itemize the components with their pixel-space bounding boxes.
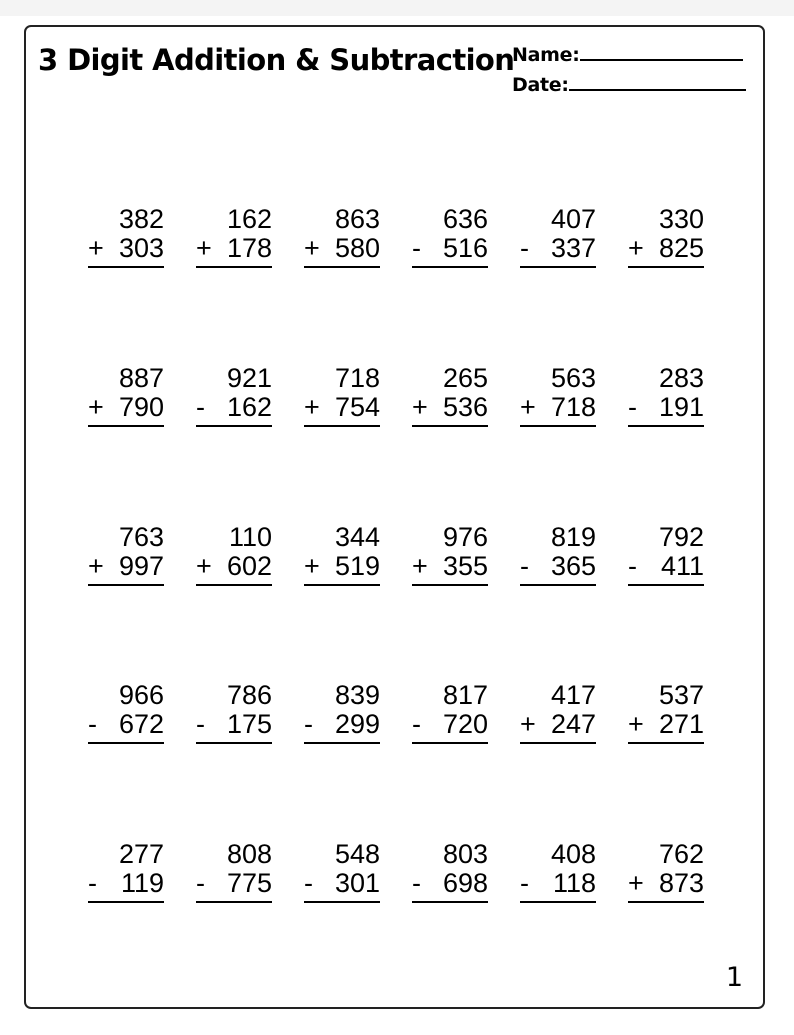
math-problem <box>520 681 596 744</box>
problem-second-line <box>520 710 596 739</box>
plus-sign: + <box>520 392 536 422</box>
problem-second-line <box>628 234 704 263</box>
answer-line <box>304 742 380 744</box>
problem-bottom-number: 299 <box>334 709 380 739</box>
math-problem <box>628 840 704 903</box>
problem-top-number: 330 <box>658 204 704 234</box>
problem-second-line <box>304 710 380 739</box>
answer-line <box>304 901 380 903</box>
problem-top-number: 417 <box>550 680 596 710</box>
math-problem <box>304 205 380 268</box>
problem-top-number: 344 <box>334 522 380 552</box>
math-problem <box>412 840 488 903</box>
math-problem <box>304 840 380 903</box>
answer-line <box>412 901 488 903</box>
math-problem <box>88 523 164 586</box>
problem-bottom-number: 516 <box>442 233 488 263</box>
answer-line <box>196 425 272 427</box>
problem-second-line <box>628 552 704 581</box>
problem-second-line <box>196 393 272 422</box>
minus-sign: - <box>628 392 637 422</box>
viewer-top-strip <box>0 0 794 16</box>
problem-bottom-number: 754 <box>334 392 380 422</box>
math-problem <box>196 681 272 744</box>
answer-line <box>520 742 596 744</box>
answer-line <box>520 584 596 586</box>
problem-bottom-number: 775 <box>226 868 272 898</box>
math-problem <box>88 840 164 903</box>
problem-bottom-number: 519 <box>334 551 380 581</box>
minus-sign: - <box>304 868 313 898</box>
plus-sign: + <box>88 233 104 263</box>
minus-sign: - <box>628 551 637 581</box>
problem-second-line <box>88 393 164 422</box>
minus-sign: - <box>520 233 529 263</box>
worksheet-page <box>24 25 765 1009</box>
math-problem <box>412 364 488 427</box>
problem-bottom-number: 580 <box>334 233 380 263</box>
plus-sign: + <box>520 709 536 739</box>
problem-second-line <box>196 869 272 898</box>
math-problem <box>628 205 704 268</box>
answer-line <box>88 584 164 586</box>
plus-sign: + <box>628 868 644 898</box>
problem-second-line <box>88 710 164 739</box>
math-problem <box>628 523 704 586</box>
problem-bottom-number: 271 <box>658 709 704 739</box>
problem-bottom-number: 873 <box>658 868 704 898</box>
problem-top-number: 718 <box>334 363 380 393</box>
problem-top-number: 277 <box>118 839 164 869</box>
problem-bottom-number: 602 <box>226 551 272 581</box>
problem-second-line <box>88 552 164 581</box>
math-problem <box>628 364 704 427</box>
answer-line <box>520 266 596 268</box>
math-problem <box>412 681 488 744</box>
answer-line <box>628 742 704 744</box>
problem-second-line <box>412 869 488 898</box>
minus-sign: - <box>304 709 313 739</box>
problem-top-number: 792 <box>658 522 704 552</box>
problem-bottom-number: 790 <box>118 392 164 422</box>
problem-second-line <box>304 234 380 263</box>
problem-top-number: 887 <box>118 363 164 393</box>
problem-second-line <box>88 234 164 263</box>
problem-bottom-number: 698 <box>442 868 488 898</box>
problem-second-line <box>88 869 164 898</box>
math-problem <box>520 523 596 586</box>
answer-line <box>628 901 704 903</box>
plus-sign: + <box>196 233 212 263</box>
problem-top-number: 808 <box>226 839 272 869</box>
problem-top-number: 162 <box>226 204 272 234</box>
answer-line <box>304 266 380 268</box>
problem-bottom-number: 997 <box>118 551 164 581</box>
math-problem <box>196 205 272 268</box>
problem-second-line <box>304 393 380 422</box>
math-problem <box>520 364 596 427</box>
answer-line <box>196 742 272 744</box>
problem-second-line <box>628 869 704 898</box>
problem-second-line <box>520 393 596 422</box>
problem-second-line <box>412 552 488 581</box>
page-number: 1 <box>725 962 743 993</box>
math-problem <box>196 364 272 427</box>
plus-sign: + <box>304 392 320 422</box>
problem-top-number: 786 <box>226 680 272 710</box>
problem-second-line <box>304 869 380 898</box>
answer-line <box>412 584 488 586</box>
problem-second-line <box>412 234 488 263</box>
math-problem <box>628 681 704 744</box>
problem-bottom-number: 718 <box>550 392 596 422</box>
minus-sign: - <box>412 709 421 739</box>
plus-sign: + <box>304 551 320 581</box>
problem-second-line <box>412 393 488 422</box>
problem-top-number: 548 <box>334 839 380 869</box>
minus-sign: - <box>88 709 97 739</box>
problem-bottom-number: 825 <box>658 233 704 263</box>
worksheet-title: 3 Digit Addition & Subtraction <box>38 43 515 77</box>
minus-sign: - <box>412 233 421 263</box>
math-problem <box>520 205 596 268</box>
answer-line <box>520 425 596 427</box>
date-label: Date: <box>512 74 569 96</box>
problem-top-number: 976 <box>442 522 488 552</box>
problem-bottom-number: 355 <box>442 551 488 581</box>
minus-sign: - <box>196 709 205 739</box>
answer-line <box>412 266 488 268</box>
problem-top-number: 819 <box>550 522 596 552</box>
problem-top-number: 408 <box>550 839 596 869</box>
problem-top-number: 407 <box>550 204 596 234</box>
minus-sign: - <box>412 868 421 898</box>
problem-top-number: 537 <box>658 680 704 710</box>
problem-bottom-number: 191 <box>658 392 704 422</box>
math-problem <box>304 681 380 744</box>
answer-line <box>304 584 380 586</box>
answer-line <box>412 425 488 427</box>
problem-top-number: 563 <box>550 363 596 393</box>
problem-bottom-number: 672 <box>118 709 164 739</box>
math-problem <box>304 364 380 427</box>
name-label: Name: <box>512 44 580 66</box>
problem-bottom-number: 536 <box>442 392 488 422</box>
problem-top-number: 817 <box>442 680 488 710</box>
problem-bottom-number: 162 <box>226 392 272 422</box>
problem-top-number: 763 <box>118 522 164 552</box>
problem-bottom-number: 411 <box>660 551 704 581</box>
problem-bottom-number: 118 <box>552 868 596 898</box>
problem-second-line <box>520 552 596 581</box>
problem-top-number: 636 <box>442 204 488 234</box>
problem-bottom-number: 365 <box>550 551 596 581</box>
plus-sign: + <box>88 392 104 422</box>
math-problem <box>304 523 380 586</box>
problem-second-line <box>196 710 272 739</box>
problem-bottom-number: 119 <box>120 868 164 898</box>
problem-second-line <box>628 710 704 739</box>
math-problem <box>520 840 596 903</box>
plus-sign: + <box>304 233 320 263</box>
plus-sign: + <box>88 551 104 581</box>
plus-sign: + <box>412 392 428 422</box>
answer-line <box>88 425 164 427</box>
problem-second-line <box>196 234 272 263</box>
problem-second-line <box>304 552 380 581</box>
answer-line <box>196 266 272 268</box>
problem-top-number: 762 <box>658 839 704 869</box>
minus-sign: - <box>196 868 205 898</box>
answer-line <box>88 266 164 268</box>
minus-sign: - <box>196 392 205 422</box>
problem-top-number: 863 <box>334 204 380 234</box>
minus-sign: - <box>520 551 529 581</box>
problem-top-number: 110 <box>228 522 272 552</box>
answer-line <box>88 742 164 744</box>
problem-second-line <box>196 552 272 581</box>
problem-second-line <box>520 869 596 898</box>
answer-line <box>196 901 272 903</box>
plus-sign: + <box>196 551 212 581</box>
math-problem <box>88 364 164 427</box>
problem-grid <box>26 27 763 1007</box>
math-problem <box>196 523 272 586</box>
problem-top-number: 803 <box>442 839 488 869</box>
problem-bottom-number: 720 <box>442 709 488 739</box>
problem-bottom-number: 301 <box>334 868 380 898</box>
problem-bottom-number: 303 <box>118 233 164 263</box>
math-problem <box>196 840 272 903</box>
problem-bottom-number: 337 <box>550 233 596 263</box>
problem-second-line <box>520 234 596 263</box>
math-problem <box>88 205 164 268</box>
problem-top-number: 382 <box>118 204 164 234</box>
minus-sign: - <box>520 868 529 898</box>
problem-bottom-number: 178 <box>226 233 272 263</box>
answer-line <box>520 901 596 903</box>
math-problem <box>412 523 488 586</box>
problem-second-line <box>412 710 488 739</box>
answer-line <box>628 584 704 586</box>
answer-line <box>88 901 164 903</box>
answer-line <box>304 425 380 427</box>
problem-second-line <box>628 393 704 422</box>
plus-sign: + <box>412 551 428 581</box>
minus-sign: - <box>88 868 97 898</box>
problem-bottom-number: 175 <box>226 709 272 739</box>
problem-top-number: 966 <box>118 680 164 710</box>
plus-sign: + <box>628 709 644 739</box>
math-problem <box>88 681 164 744</box>
problem-bottom-number: 247 <box>550 709 596 739</box>
answer-line <box>628 266 704 268</box>
answer-line <box>412 742 488 744</box>
problem-top-number: 921 <box>226 363 272 393</box>
plus-sign: + <box>628 233 644 263</box>
problem-top-number: 283 <box>658 363 704 393</box>
problem-top-number: 265 <box>442 363 488 393</box>
answer-line <box>196 584 272 586</box>
math-problem <box>412 205 488 268</box>
answer-line <box>628 425 704 427</box>
problem-top-number: 839 <box>334 680 380 710</box>
